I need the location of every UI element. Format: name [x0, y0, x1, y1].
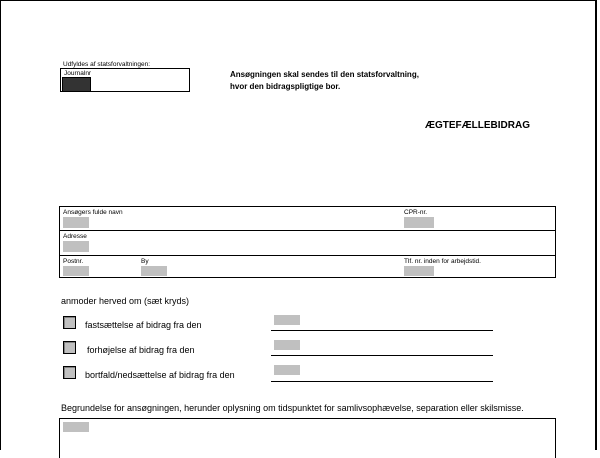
- reason-field[interactable]: [63, 422, 89, 432]
- request-intro: anmoder herved om (sæt kryds): [61, 296, 190, 306]
- date-field[interactable]: [274, 365, 300, 375]
- instruction-line-1: Ansøgningen skal sendes til den statsforvaltning,: [230, 70, 419, 79]
- row-divider: [60, 255, 555, 256]
- cpr-label: CPR-nr.: [404, 209, 428, 216]
- journal-box: [60, 68, 190, 92]
- form-title: ÆGTEFÆLLEBIDRAG: [425, 120, 530, 131]
- date-field[interactable]: [274, 340, 300, 350]
- date-field[interactable]: [274, 315, 300, 325]
- fastsaettelse-checkbox[interactable]: [63, 316, 76, 329]
- phone-field[interactable]: [404, 266, 434, 276]
- bortfald-checkbox[interactable]: [63, 366, 76, 379]
- option-label: fastsættelse af bidrag fra den: [85, 320, 202, 330]
- postal-code-field[interactable]: [63, 266, 89, 276]
- instruction-line-2: hvor den bidragspligtige bor.: [230, 82, 341, 91]
- forhoejelse-checkbox[interactable]: [63, 341, 76, 354]
- journal-label: Journalnr: [64, 70, 92, 77]
- reason-label: Begrundelse for ansøgningen, herunder oplysning om tidspunktet for samlivsophævelse, separation eller skilsmisse.: [61, 403, 524, 413]
- address-field[interactable]: [63, 241, 89, 252]
- city-field[interactable]: [141, 266, 167, 276]
- row-divider: [60, 230, 555, 231]
- option-label: forhøjelse af bidrag fra den: [87, 345, 195, 355]
- phone-label: Tlf. nr. inden for arbejdstid.: [404, 258, 481, 265]
- date-underline: [271, 381, 493, 382]
- cpr-field[interactable]: [404, 217, 434, 228]
- full-name-field[interactable]: [63, 217, 89, 228]
- applicant-table: [59, 206, 556, 278]
- journal-number-field[interactable]: [62, 77, 91, 92]
- city-label: By: [141, 258, 149, 265]
- full-name-label: Ansøgers fulde navn: [63, 209, 123, 216]
- date-underline: [271, 330, 493, 331]
- option-label: bortfald/nedsættelse af bidrag fra den: [85, 370, 235, 380]
- reason-box: [59, 418, 556, 458]
- office-use-caption: Udfyldes af statsforvaltningen:: [63, 61, 151, 68]
- date-underline: [271, 355, 493, 356]
- postal-code-label: Postnr.: [63, 258, 84, 265]
- address-label: Adresse: [63, 233, 87, 240]
